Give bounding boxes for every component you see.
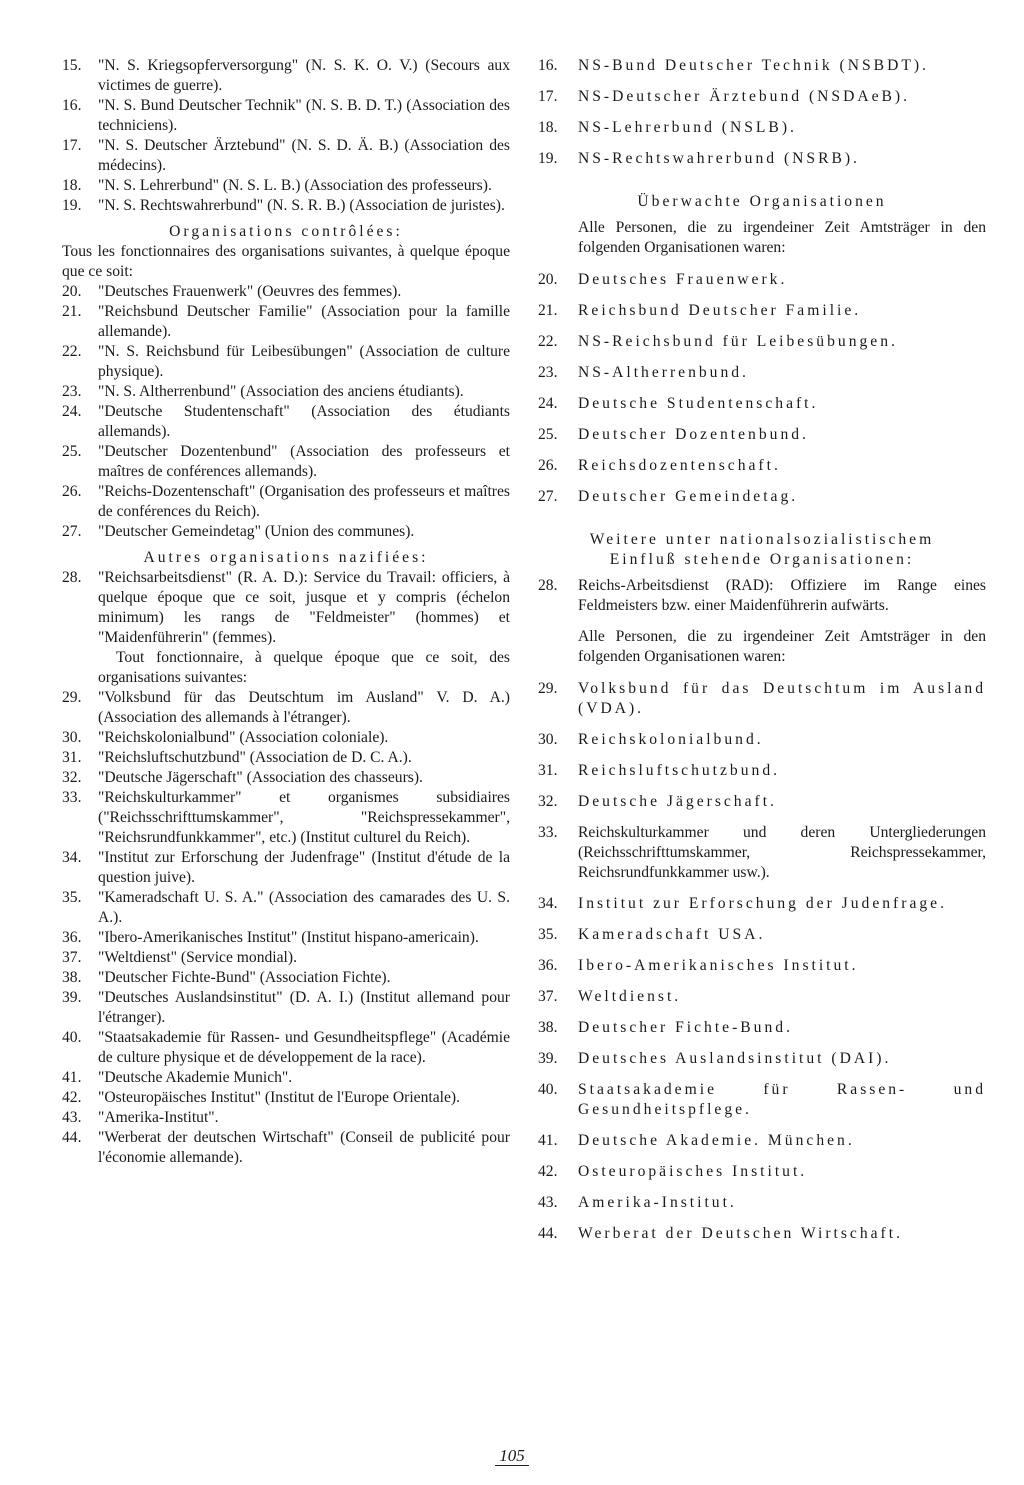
item-number: 29. — [538, 680, 558, 697]
item-number: 31. — [62, 749, 82, 766]
list-item — [62, 56, 510, 96]
list-item — [538, 956, 986, 976]
list-item — [538, 823, 986, 883]
item-number: 22. — [62, 343, 82, 360]
item-text: "Reichsbund Deutscher Familie" (Association pour la famille allemande). — [98, 303, 510, 340]
list-item — [538, 576, 986, 616]
item-number: 40. — [62, 1029, 82, 1046]
item-text: "N. S. Rechtswahrerbund" (N. S. R. B.) (Association de juristes). — [98, 197, 505, 214]
list-item — [538, 925, 986, 945]
list-item — [62, 1128, 510, 1168]
item-number: 30. — [62, 729, 82, 746]
item-text: Reichsbund Deutscher Familie. — [578, 302, 862, 319]
item-number: 24. — [62, 403, 82, 420]
item-text: "Amerika-Institut". — [98, 1109, 219, 1126]
item-text: "Deutsche Jägerschaft" (Association des chasseurs). — [98, 769, 423, 786]
list-item — [538, 987, 986, 1007]
item-number: 36. — [62, 929, 82, 946]
left-intro-controlled: Tous les fonctionnaires des organisations suivantes, à quelque époque que ce soit: — [62, 243, 510, 280]
list-item — [62, 568, 510, 648]
item-number: 36. — [538, 957, 558, 974]
item-number: 32. — [538, 793, 558, 810]
item-number: 35. — [538, 926, 558, 943]
item-text: Volksbund für das Deutschtum im Ausland (VDA). — [578, 680, 986, 717]
item-number: 25. — [62, 443, 82, 460]
list-item — [62, 1028, 510, 1068]
item-number: 35. — [62, 889, 82, 906]
item-number: 33. — [62, 789, 82, 806]
item-text: "N. S. Altherrenbund" (Association des anciens étudiants). — [98, 383, 464, 400]
item-text: "Staatsakademie für Rassen- und Gesundheitspflege" (Académie de culture physique et de développement de la race). — [98, 1029, 510, 1066]
list-item — [62, 382, 510, 402]
left-column-french — [62, 56, 510, 1168]
list-item — [62, 522, 510, 542]
item-number: 20. — [538, 271, 558, 288]
item-text: NS-Lehrerbund (NSLB). — [578, 119, 797, 136]
list-item — [62, 968, 510, 988]
list-item — [538, 425, 986, 445]
item-number: 17. — [538, 88, 558, 105]
item-text: Amerika-Institut. — [578, 1194, 737, 1211]
item-text: Deutscher Fichte-Bund. — [578, 1019, 793, 1036]
item-text: "N. S. Reichsbund für Leibesübungen" (Association de culture physique). — [98, 343, 510, 380]
item-number: 19. — [538, 150, 558, 167]
item-text: "Deutsche Studentenschaft" (Association des étudiants allemands). — [98, 403, 510, 440]
list-item — [538, 1080, 986, 1120]
item-text: NS-Rechtswahrerbund (NSRB). — [578, 150, 860, 167]
item-text: NS-Deutscher Ärztebund (NSDAeB). — [578, 88, 911, 105]
item-text: "Reichs-Dozentenschaft" (Organisation des professeurs et maîtres de conférences du Reich). — [98, 483, 510, 520]
item-number: 41. — [62, 1069, 82, 1086]
item-number: 18. — [62, 177, 82, 194]
list-item — [538, 730, 986, 750]
item-text: "N. S. Kriegsopferversorgung" (N. S. K. O. V.) (Secours aux victimes de guerre). — [98, 57, 510, 94]
list-item — [538, 394, 986, 414]
item-number: 32. — [62, 769, 82, 786]
item-text: Staatsakademie für Rassen- und Gesundheitspflege. — [578, 1081, 986, 1118]
item-text: "Reichsluftschutzbund" (Association de D. C. A.). — [98, 749, 412, 766]
item-number: 21. — [538, 302, 558, 319]
list-item — [538, 761, 986, 781]
right-intro-other: Alle Personen, die zu irgendeiner Zeit Amtsträger in den folgenden Organisationen waren: — [578, 628, 986, 665]
item-number: 39. — [538, 1050, 558, 1067]
list-item — [538, 1193, 986, 1213]
item-number: 26. — [62, 483, 82, 500]
list-item — [62, 1068, 510, 1088]
item-number: 23. — [538, 364, 558, 381]
item-number: 37. — [62, 949, 82, 966]
item-number: 20. — [62, 283, 82, 300]
list-item — [62, 888, 510, 928]
item-number: 44. — [62, 1129, 82, 1146]
list-item — [538, 270, 986, 290]
right-list-part-c — [538, 679, 986, 1244]
item-number: 43. — [538, 1194, 558, 1211]
list-item — [62, 342, 510, 382]
page-number-text: 105 — [495, 1446, 529, 1466]
item-text: Deutscher Dozentenbund. — [578, 426, 809, 443]
item-text: "Reichskulturkammer" et organismes subsidiaires ("Reichsschrifttumskammer", "Reichspressekammer", "Reichsrundfunkkammer", etc.) (Institut culturel du Reich). — [98, 789, 510, 846]
list-item — [538, 118, 986, 138]
item-number: 29. — [62, 689, 82, 706]
list-item — [62, 442, 510, 482]
item-number: 26. — [538, 457, 558, 474]
list-item — [62, 748, 510, 768]
list-item — [62, 302, 510, 342]
item-text: Reichs-Arbeitsdienst (RAD): Offiziere im Range eines Feldmeisters bzw. einer Maidenführerin aufwärts. — [578, 577, 986, 614]
list-item — [538, 301, 986, 321]
list-item — [538, 792, 986, 812]
item-number: 27. — [538, 488, 558, 505]
item-text: "Kameradschaft U. S. A." (Association des camarades des U. S. A.). — [98, 889, 510, 926]
item-number: 24. — [538, 395, 558, 412]
left-list-part-a — [62, 56, 510, 216]
list-item — [62, 848, 510, 888]
item-number: 21. — [62, 303, 82, 320]
item-text: Osteuropäisches Institut. — [578, 1163, 808, 1180]
item-number: 18. — [538, 119, 558, 136]
item-text: Ibero-Amerikanisches Institut. — [578, 957, 859, 974]
item-number: 17. — [62, 137, 82, 154]
item-text: Reichsdozentenschaft. — [578, 457, 781, 474]
page-number — [0, 1446, 1024, 1466]
left-list-part-b — [62, 282, 510, 542]
item-text: "Volksbund für das Deutschtum im Ausland" V. D. A.) (Association des allemands à l'étranger). — [98, 689, 510, 726]
item-text: Deutscher Gemeindetag. — [578, 488, 799, 505]
item-number: 19. — [62, 197, 82, 214]
list-item — [62, 96, 510, 136]
item-text: "Deutsches Frauenwerk" (Oeuvres des femmes). — [98, 283, 402, 300]
list-item — [538, 487, 986, 507]
item-text: NS-Bund Deutscher Technik (NSBDT). — [578, 57, 929, 74]
item-text: "Reichsarbeitsdienst" (R. A. D.): Service du Travail: officiers, à quelque époque que ce soit, jusque et y compris (échelon minimum) les rangs de "Feldmeister" (hommes) et "Maidenführerin" (femmes). — [98, 569, 510, 646]
item-number: 38. — [62, 969, 82, 986]
list-item — [538, 679, 986, 719]
list-item — [538, 1224, 986, 1244]
item-text: "Deutscher Dozentenbund" (Association des professeurs et maîtres de conférences allemands). — [98, 443, 510, 480]
item-number: 43. — [62, 1109, 82, 1126]
item-text: "N. S. Lehrerbund" (N. S. L. B.) (Association des professeurs). — [98, 177, 492, 194]
item-text: "Osteuropäisches Institut" (Institut de l'Europe Orientale). — [98, 1089, 460, 1106]
item-text: Weltdienst. — [578, 988, 682, 1005]
right-list-part-a — [538, 56, 986, 169]
item-text: Deutsches Frauenwerk. — [578, 271, 788, 288]
item-text: Institut zur Erforschung der Judenfrage. — [578, 895, 947, 912]
left-intro-other: Tout fonctionnaire, à quelque époque que ce soit, des organisations suivantes: — [98, 649, 510, 686]
item-text: "N. S. Bund Deutscher Technik" (N. S. B. D. T.) (Association des techniciens). — [98, 97, 510, 134]
item-number: 37. — [538, 988, 558, 1005]
item-number: 31. — [538, 762, 558, 779]
item-number: 38. — [538, 1019, 558, 1036]
right-intro-controlled: Alle Personen, die zu irgendeiner Zeit Amtsträger in den folgenden Organisationen waren: — [578, 219, 986, 256]
list-item — [538, 332, 986, 352]
item-text: "N. S. Deutscher Ärztebund" (N. S. D. Ä. B.) (Association des médecins). — [98, 137, 510, 174]
item-text: "Ibero-Amerikanisches Institut" (Institut hispano-americain). — [98, 929, 479, 946]
left-list-part-c — [62, 688, 510, 1168]
item-number: 42. — [62, 1089, 82, 1106]
list-item — [62, 1108, 510, 1128]
item-number: 41. — [538, 1132, 558, 1149]
item-text: Werberat der Deutschen Wirtschaft. — [578, 1225, 903, 1242]
item-number: 28. — [62, 569, 82, 586]
left-heading-controlled: Organisations contrôlées: — [169, 223, 403, 240]
list-item — [62, 1088, 510, 1108]
item-text: Reichskulturkammer und deren Untergliederungen (Reichsschrifttumskammer, Reichspressekammer, Reichsrundfunkkammer usw.). — [578, 824, 986, 881]
item-text: Reichsluftschutzbund. — [578, 762, 781, 779]
item-number: 16. — [538, 57, 558, 74]
item-text: Deutsche Jägerschaft. — [578, 793, 777, 810]
item-number: 22. — [538, 333, 558, 350]
right-list-part-b — [538, 270, 986, 507]
left-heading-other: Autres organisations nazifiées: — [143, 549, 429, 566]
item-text: "Weltdienst" (Service mondial). — [98, 949, 297, 966]
right-heading-other: Weitere unter nationalsozialistischem Einfluß stehende Organisationen: — [589, 531, 935, 568]
item-number: 39. — [62, 989, 82, 1006]
list-item — [538, 1018, 986, 1038]
list-item — [62, 136, 510, 176]
item-text: "Deutscher Fichte-Bund" (Association Fichte). — [98, 969, 391, 986]
list-item — [62, 482, 510, 522]
item-text: "Deutsches Auslandsinstitut" (D. A. I.) (Institut allemand pour l'étranger). — [98, 989, 510, 1026]
item-text: Deutsche Akademie. München. — [578, 1132, 855, 1149]
item-text: "Deutsche Akademie Munich". — [98, 1069, 293, 1086]
list-item — [62, 688, 510, 728]
list-item — [62, 282, 510, 302]
list-item — [62, 728, 510, 748]
item-number: 16. — [62, 97, 82, 114]
list-item — [62, 402, 510, 442]
item-text: "Reichskolonialbund" (Association coloniale). — [98, 729, 389, 746]
list-item — [62, 196, 510, 216]
item-number: 34. — [538, 895, 558, 912]
item-number: 44. — [538, 1225, 558, 1242]
list-item — [538, 87, 986, 107]
item-number: 27. — [62, 523, 82, 540]
item-number: 42. — [538, 1163, 558, 1180]
list-item — [538, 56, 986, 76]
item-text: "Institut zur Erforschung der Judenfrage" (Institut d'étude de la question juive). — [98, 849, 510, 886]
right-column-german — [538, 56, 986, 1255]
item-number: 40. — [538, 1081, 558, 1098]
item-text: Reichskolonialbund. — [578, 731, 764, 748]
list-item — [538, 1131, 986, 1151]
list-item — [62, 988, 510, 1028]
list-item — [538, 456, 986, 476]
item-text: Kameradschaft USA. — [578, 926, 766, 943]
list-item — [62, 768, 510, 788]
item-number: 30. — [538, 731, 558, 748]
item-text: Deutsche Studentenschaft. — [578, 395, 819, 412]
item-number: 34. — [62, 849, 82, 866]
list-item — [62, 176, 510, 196]
list-item — [538, 894, 986, 914]
item-number: 33. — [538, 824, 558, 841]
item-number: 25. — [538, 426, 558, 443]
right-heading-controlled: Überwachte Organisationen — [637, 193, 887, 210]
item-number: 28. — [538, 577, 558, 594]
list-item — [62, 948, 510, 968]
item-number: 23. — [62, 383, 82, 400]
item-number: 15. — [62, 57, 82, 74]
list-item — [538, 1162, 986, 1182]
item-text: "Deutscher Gemeindetag" (Union des communes). — [98, 523, 415, 540]
list-item — [538, 149, 986, 169]
item-text: NS-Reichsbund für Leibesübungen. — [578, 333, 898, 350]
list-item — [538, 1049, 986, 1069]
list-item — [62, 928, 510, 948]
item-text: NS-Altherrenbund. — [578, 364, 749, 381]
list-item — [62, 788, 510, 848]
item-text: "Werberat der deutschen Wirtschaft" (Conseil de publicité pour l'économie allemande). — [98, 1129, 510, 1166]
item-text: Deutsches Auslandsinstitut (DAI). — [578, 1050, 892, 1067]
list-item — [538, 363, 986, 383]
